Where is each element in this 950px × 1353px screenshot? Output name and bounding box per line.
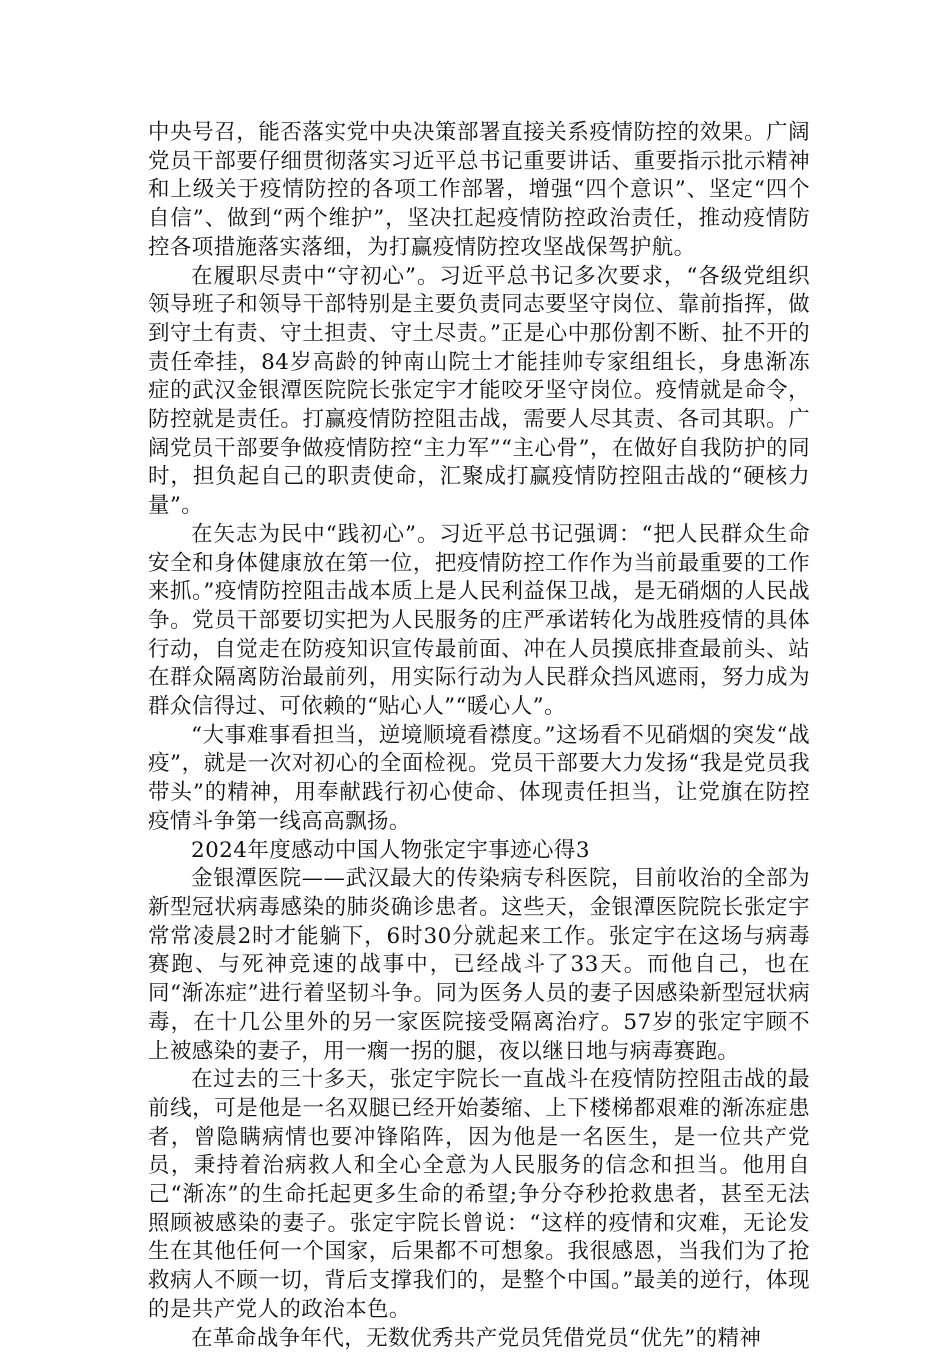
paragraph-frontline: 在过去的三十多天，张定宇院长一直战斗在疫情防控阻击战的最前线，可是他是一名双腿已经开始萎缩、上下楼梯都艰难的渐冻症患者，曾隐瞒病情也要冲锋陷阵，因为他是一名医生，是一位共产党员，秉持着治病救人和全心全意为人民服务的信念和担当。他用自己“渐冻”的生命托起更多生命的希望;争分夺秒抢救患者，甚至无法照顾被感染的妻子。张定宇院长曾说：“这样的疫情和灾难，无论发生在其他任何一个国家，后果都不可想象。我很感恩，当我们为了抢救病人不顾一切，背后支撑我们的，是整个中国。”最美的逆行，体现的是共产党人的政治本色。 <box>148 1067 810 1322</box>
paragraph-jinyintan: 金银潭医院——武汉最大的传染病专科医院，目前收治的全部为新型冠状病毒感染的肺炎确诊患者。这些天，金银潭医院院长张定宇常常凌晨2时才能躺下，6时30分就起来工作。张定宇在这场与病毒赛跑、与死神竞速的战事中，已经战斗了33天。而他自己，也在同“渐冻症”进行着坚韧斗争。同为医务人员的妻子因感染新型冠状病毒，在十几公里外的另一家医院接受隔离治疗。57岁的张定宇顾不上被感染的妻子，用一瘸一拐的腿，夜以继日地与病毒赛跑。 <box>148 866 810 1064</box>
document-body <box>148 119 810 1353</box>
paragraph-responsibility: “大事难事看担当，逆境顺境看襟度。”这场看不见硝烟的突发“战疫”，就是一次对初心的全面检视。党员干部要大力发扬“我是党员我带头”的精神，用奉献践行初心使命、体现责任担当，让党旗在防控疫情斗争第一线高高飘扬。 <box>148 722 810 834</box>
paragraph-people: 在矢志为民中“践初心”。习近平总书记强调：“把人民群众生命安全和身体健康放在第一位，把疫情防控工作作为当前最重要的工作来抓。”疫情防控阻击战本质上是人民利益保卫战，是无硝烟的人民战争。党员干部要切实把为人民服务的庄严承诺转化为战胜疫情的具体行动，自觉走在防疫知识宣传最前面、冲在人员摸底排查最前头、站在群众隔离防治最前列，用实际行动为人民群众挡风遮雨，努力成为群众信得过、可依赖的“贴心人”“暖心人”。 <box>148 521 810 720</box>
paragraph-duty: 在履职尽责中“守初心”。习近平总书记多次要求，“各级党组织领导班子和领导干部特别是主要负责同志要坚守岗位、靠前指挥，做到守土有责、守土担责、守土尽责。”正是心中那份割不断、扯不开的责任牵挂，84岁高龄的钟南山院士才能挂帅专家组组长，身患渐冻症的武汉金银潭医院院长张定宇才能咬牙坚守岗位。疫情就是命令，防控就是责任。打赢疫情防控阻击战，需要人尽其责、各司其职。广阔党员干部要争做疫情防控“主力军”“主心骨”，在做好自我防护的同时，担负起自己的职责使命，汇聚成打赢疫情防控阻击战的“硬核力量”。 <box>148 263 810 519</box>
paragraph-revolution: 在革命战争年代，无数优秀共产党员凭借党员“优先”的精神 <box>191 1325 762 1351</box>
section-heading: 2024年度感动中国人物张定宇事迹心得3 <box>191 837 590 863</box>
paragraph-continuation: 中央号召，能否落实党中央决策部署直接关系疫情防控的效果。广阔党员干部要仔细贯彻落实习近平总书记重要讲话、重要指示批示精神和上级关于疫情防控的各项工作部署，增强“四个意识”、坚定“四个自信”、做到“两个维护”，坚决扛起疫情防控政治责任，推动疫情防控各项措施落实落细，为打赢疫情防控攻坚战保驾护航。 <box>148 120 810 260</box>
